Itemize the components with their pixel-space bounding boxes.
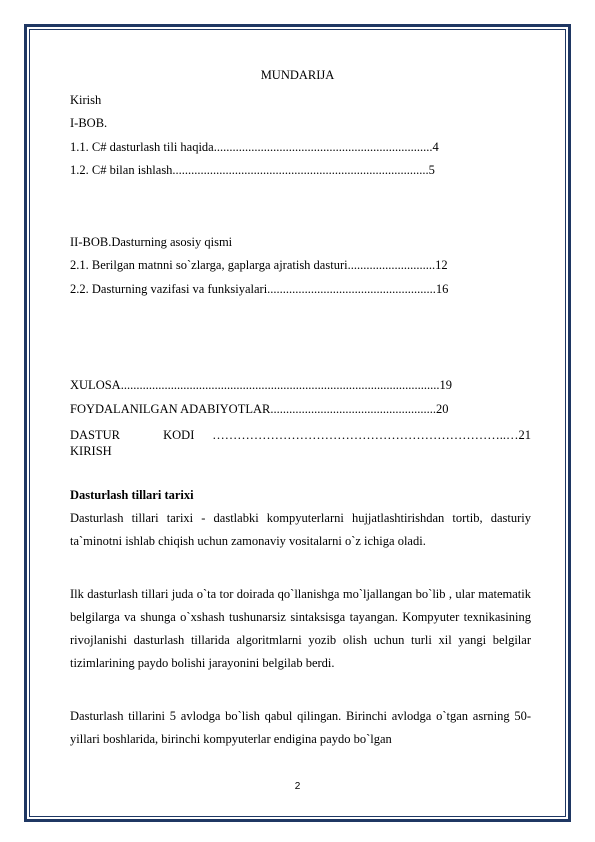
- paragraph-2: Ilk dasturlash tillari juda o`ta tor doirada qo`llanishga mo`ljallangan bo`lib , ular matematik belgilarga va shunga o`xshash tushunarsiz sintaksisga tayangan. Kompyuter texnikasining rivojlanishi dasturlash tillarida algoritmlarni yozib olish uchun turli xil yangi belgilar tizimlarining paydo bolishi jarayonini belgilab berdi.: [70, 587, 531, 670]
- toc-entry-dastur-kodi: [70, 428, 531, 443]
- toc-entry-kirish: Kirish: [70, 93, 102, 107]
- paragraph-3: Dasturlash tillarini 5 avlodga bo`lish qabul qilingan. Birinchi avlodga o`tgan asrning 50- yillari boshlarida, birinchi kompyuterlar endigina paydo bo`lgan: [70, 709, 531, 746]
- toc-entry-2-1: 2.1. Berilgan matnni so`zlarga, gaplarga ajratish dasturi............................12: [70, 258, 448, 272]
- toc-title: MUNDARIJA: [260, 68, 335, 82]
- paragraph-1: Dasturlash tillari tarixi - dastlabki kompyuterlarni hujjatlashtirishdan tortib, dasturiy ta`minotni ishlab chiqish uchun zamonaviy vositalarni o`z ichiga oladi.: [70, 511, 531, 548]
- toc-entry-1-2: 1.2. C# bilan ishlash..................................................................................5: [70, 163, 435, 177]
- toc-entry-1-1: 1.1. C# dasturlash tili haqida......................................................................4: [70, 140, 439, 154]
- section-heading: Dasturlash tillari tarixi: [70, 488, 194, 502]
- toc-entry-2-2: 2.2. Dasturning vazifasi va funksiyalari......................................................16: [70, 282, 449, 296]
- toc-entry-adabiyotlar: FOYDALANILGAN ADABIYOTLAR.....................................................20: [70, 402, 449, 416]
- dastur-kodi-label: DASTUR KODI: [70, 428, 195, 442]
- toc-entry-xulosa: XULOSA......................................................................................................19: [70, 378, 452, 392]
- kirish-label: KIRISH: [70, 444, 112, 458]
- toc-entry-bob1: I-BOB.: [70, 116, 108, 130]
- toc-entry-bob2: II-BOB.Dasturning asosiy qismi: [70, 235, 233, 249]
- page-number: 2: [294, 781, 301, 792]
- dastur-kodi-leader: ……………………………………………………………..…21: [212, 428, 531, 442]
